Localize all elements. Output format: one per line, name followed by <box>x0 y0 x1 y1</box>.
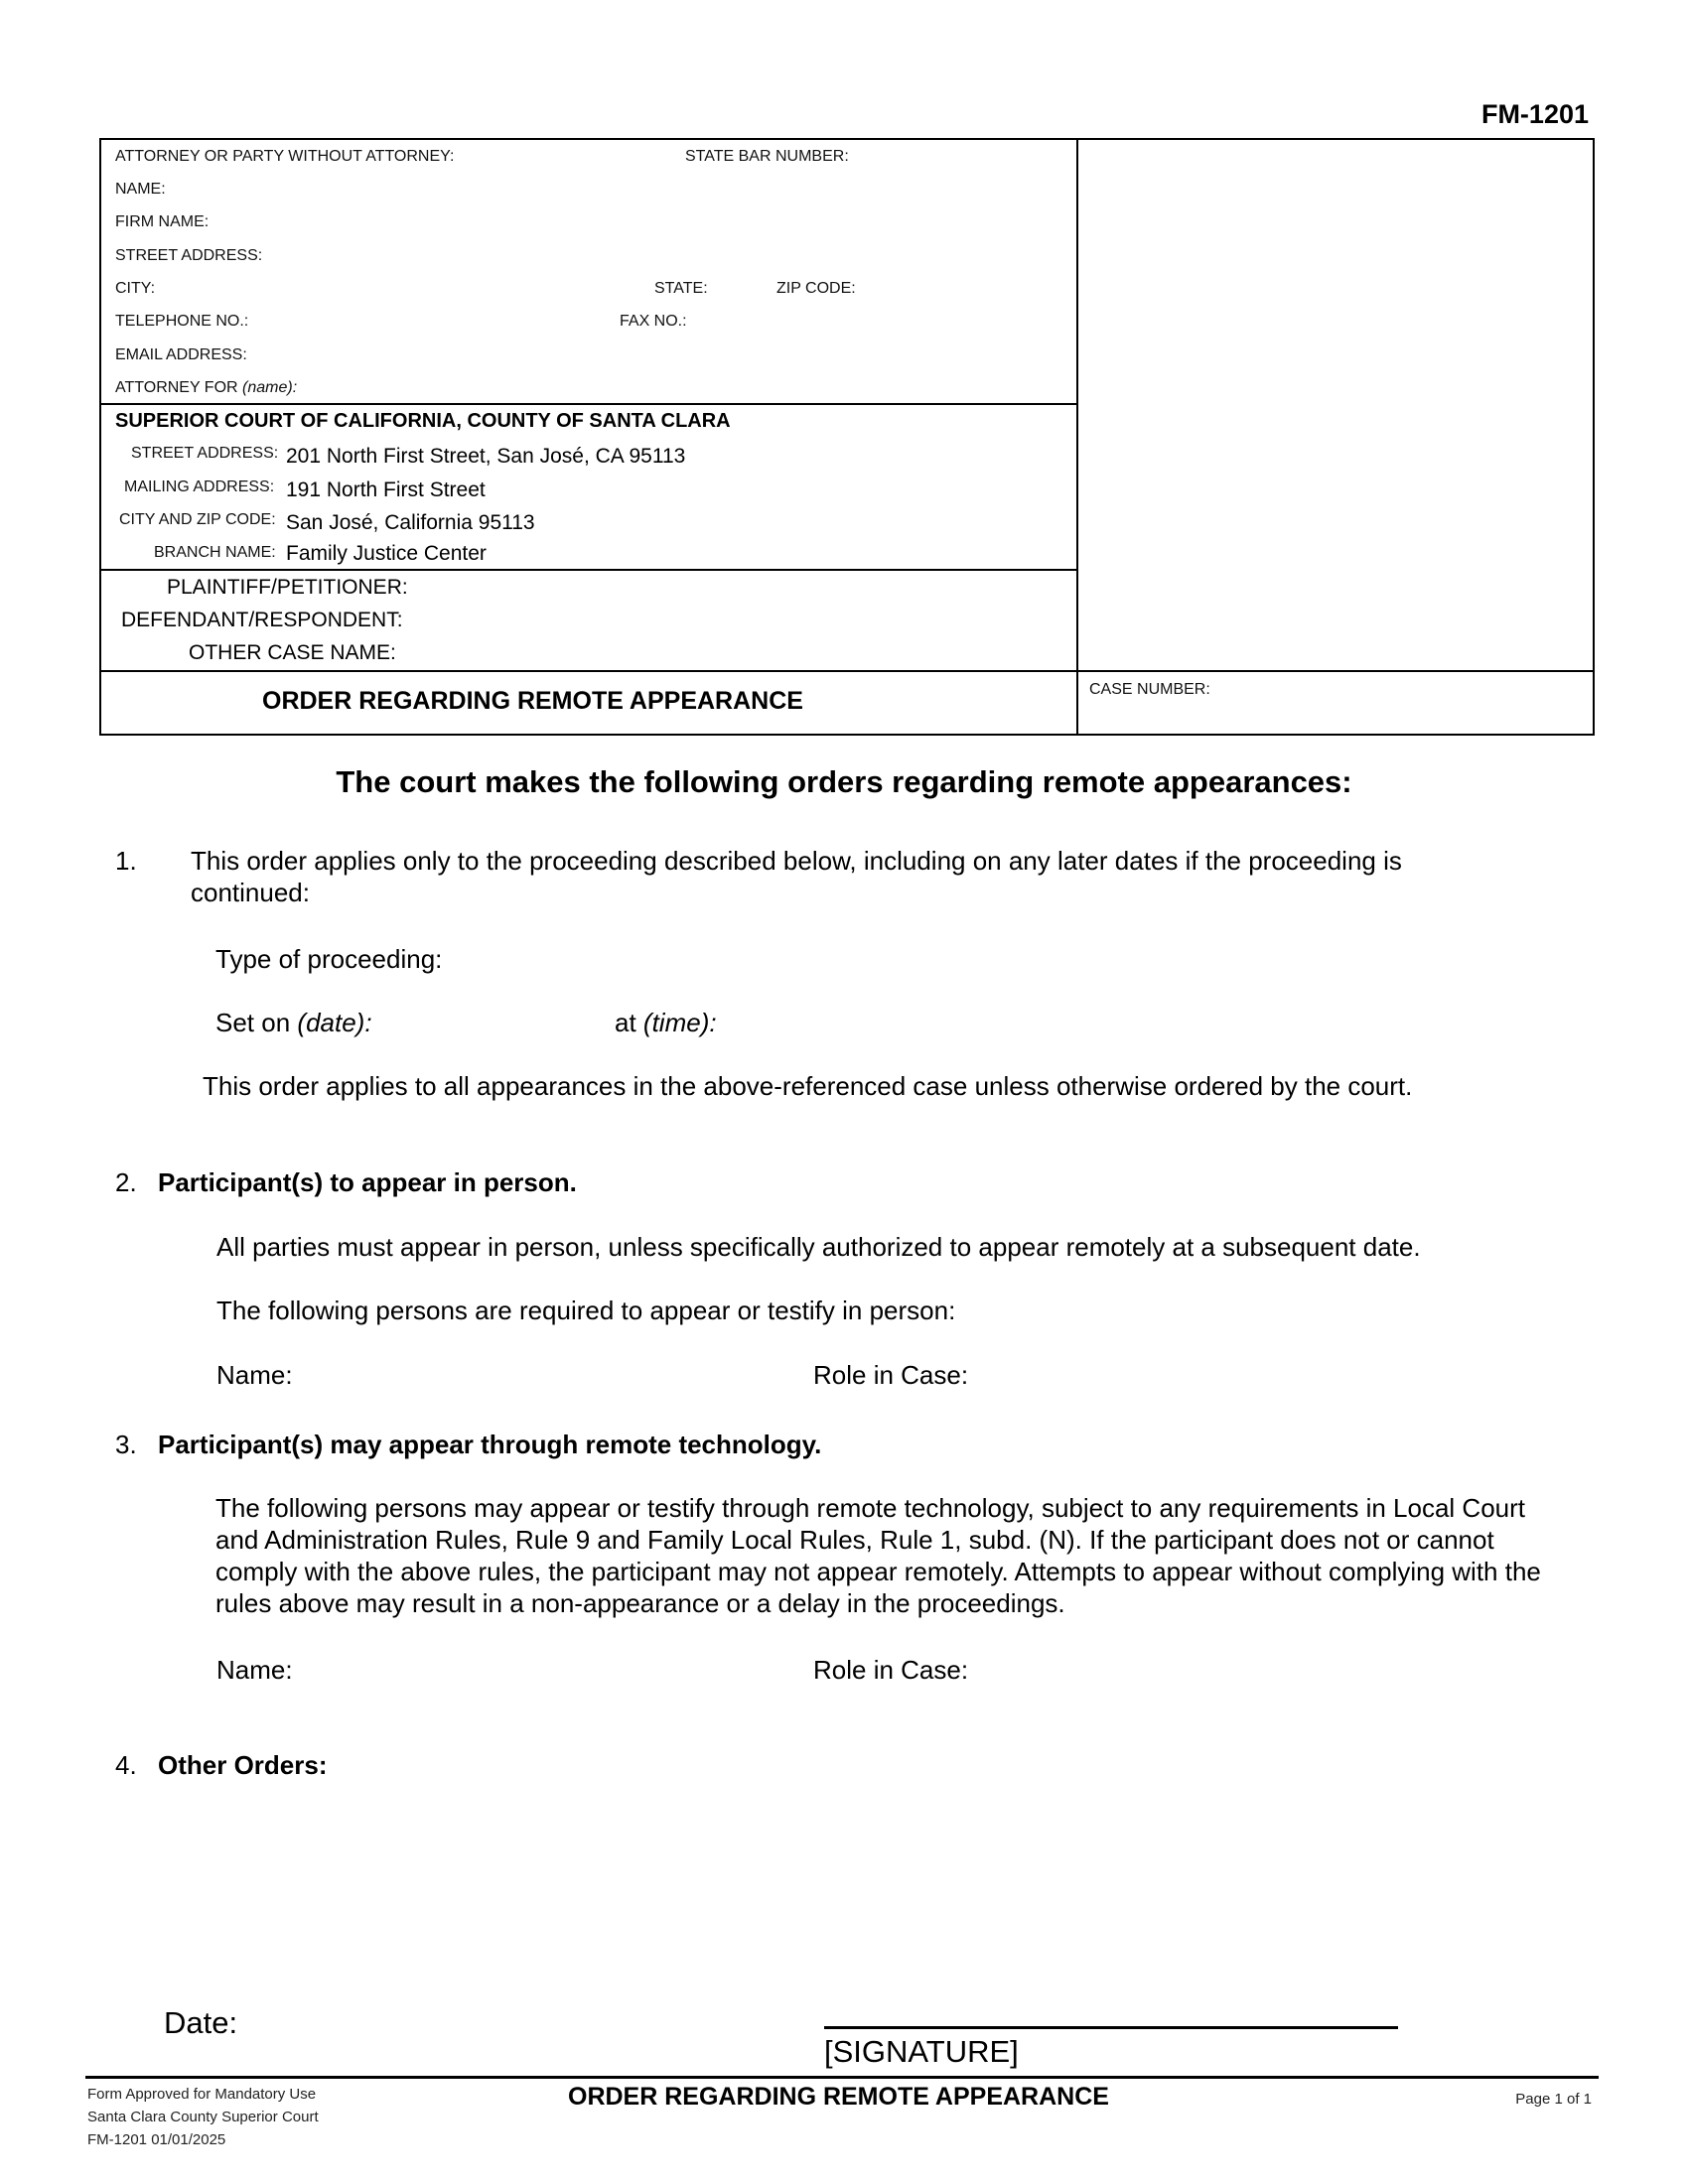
date-label: Date: <box>164 2005 238 2040</box>
state-bar-label: STATE BAR NUMBER: <box>685 148 849 165</box>
name-label: NAME: <box>115 181 166 198</box>
zip-label: ZIP CODE: <box>776 280 856 297</box>
state-label: STATE: <box>654 280 708 297</box>
footer-title: ORDER REGARDING REMOTE APPEARANCE <box>568 2083 1109 2111</box>
main-heading: The court makes the following orders regarding remote appearances: <box>336 764 1352 799</box>
item2-role-label: Role in Case: <box>813 1360 969 1390</box>
attorney-for-name-hint: (name): <box>242 379 298 396</box>
set-on-text: Set on <box>215 1008 291 1037</box>
item2-name-label: Name: <box>216 1360 293 1390</box>
other-case-label: OTHER CASE NAME: <box>189 641 396 664</box>
item2-heading: Participant(s) to appear in person. <box>158 1167 577 1197</box>
set-on-label <box>215 1007 372 1038</box>
item2-text2: The following persons are required to appear or testify in person: <box>216 1296 956 1325</box>
caption-divider <box>1076 138 1078 736</box>
item3-name-label: Name: <box>216 1655 293 1685</box>
court-mailing-label: MAILING ADDRESS: <box>124 478 275 495</box>
title-section-divider <box>99 670 1595 672</box>
signature-placeholder: [SIGNATURE] <box>824 2034 1019 2069</box>
attorney-for-label <box>115 379 297 397</box>
item3-role-label: Role in Case: <box>813 1655 969 1685</box>
fax-label: FAX NO.: <box>620 313 687 330</box>
city-label: CITY: <box>115 280 156 297</box>
type-of-proceeding-label: Type of proceeding: <box>215 944 443 974</box>
court-city-zip: San José, California 95113 <box>286 511 535 534</box>
at-text: at <box>615 1008 636 1037</box>
item1-text: This order applies only to the proceeding described below, including on any later dates if the proceeding is continued: <box>191 846 1402 907</box>
item2-text1: All parties must appear in person, unless specifically authorized to appear remotely at a subsequent date. <box>216 1232 1421 1262</box>
attorney-for-text: ATTORNEY FOR <box>115 379 238 396</box>
item1-number: 1. <box>115 846 137 876</box>
item3-number: 3. <box>115 1430 137 1459</box>
footer-court: Santa Clara County Superior Court <box>87 2109 319 2125</box>
signature-line <box>824 2026 1398 2029</box>
footer-page: Page 1 of 1 <box>1515 2091 1592 2108</box>
telephone-label: TELEPHONE NO.: <box>115 313 249 330</box>
footer-approved: Form Approved for Mandatory Use <box>87 2086 317 2103</box>
court-name: SUPERIOR COURT OF CALIFORNIA, COUNTY OF SANTA CLARA <box>115 410 731 432</box>
time-hint: (time): <box>642 1008 717 1037</box>
caption-title: ORDER REGARDING REMOTE APPEARANCE <box>262 687 803 715</box>
court-street-label: STREET ADDRESS: <box>131 445 279 462</box>
plaintiff-label: PLAINTIFF/PETITIONER: <box>167 576 408 599</box>
email-label: EMAIL ADDRESS: <box>115 346 247 363</box>
court-mailing-address: 191 North First Street <box>286 478 486 501</box>
item4-heading: Other Orders: <box>158 1750 328 1780</box>
attorney-section-divider <box>99 403 1078 405</box>
item3-heading: Participant(s) may appear through remote technology. <box>158 1430 822 1459</box>
item3-text: The following persons may appear or testify through remote technology, subject to any requirements in Local Court and Administration Rules, Rule 9 and Family Local Rules, Rule 1, subd. (N). If the participant does not or cannot comply with the above rules, the participant may not appear remotely. Attempts to appear without complying with the rules above may result in a non-appearance or a delay in the proceedings. <box>215 1493 1541 1618</box>
street-address-label: STREET ADDRESS: <box>115 247 263 264</box>
defendant-label: DEFENDANT/RESPONDENT: <box>121 609 403 631</box>
court-section-divider <box>99 569 1078 571</box>
item2-number: 2. <box>115 1167 137 1197</box>
footer-form-date: FM-1201 01/01/2025 <box>87 2131 226 2148</box>
court-branch-label: BRANCH NAME: <box>154 544 276 561</box>
form-number: FM-1201 <box>1480 99 1589 129</box>
item4-number: 4. <box>115 1750 137 1780</box>
court-branch-name: Family Justice Center <box>286 542 487 565</box>
attorney-label: ATTORNEY OR PARTY WITHOUT ATTORNEY: <box>115 148 455 165</box>
firm-name-label: FIRM NAME: <box>115 213 210 230</box>
date-hint: (date): <box>297 1008 372 1037</box>
footer-rule <box>85 2076 1599 2079</box>
court-street-address: 201 North First Street, San José, CA 95113 <box>286 445 686 468</box>
at-time-label <box>615 1007 717 1038</box>
case-number-label: CASE NUMBER: <box>1089 681 1210 698</box>
all-appearances-text: This order applies to all appearances in the above-referenced case unless otherwise ordered by the court. <box>203 1071 1413 1101</box>
court-city-zip-label: CITY AND ZIP CODE: <box>119 511 276 528</box>
